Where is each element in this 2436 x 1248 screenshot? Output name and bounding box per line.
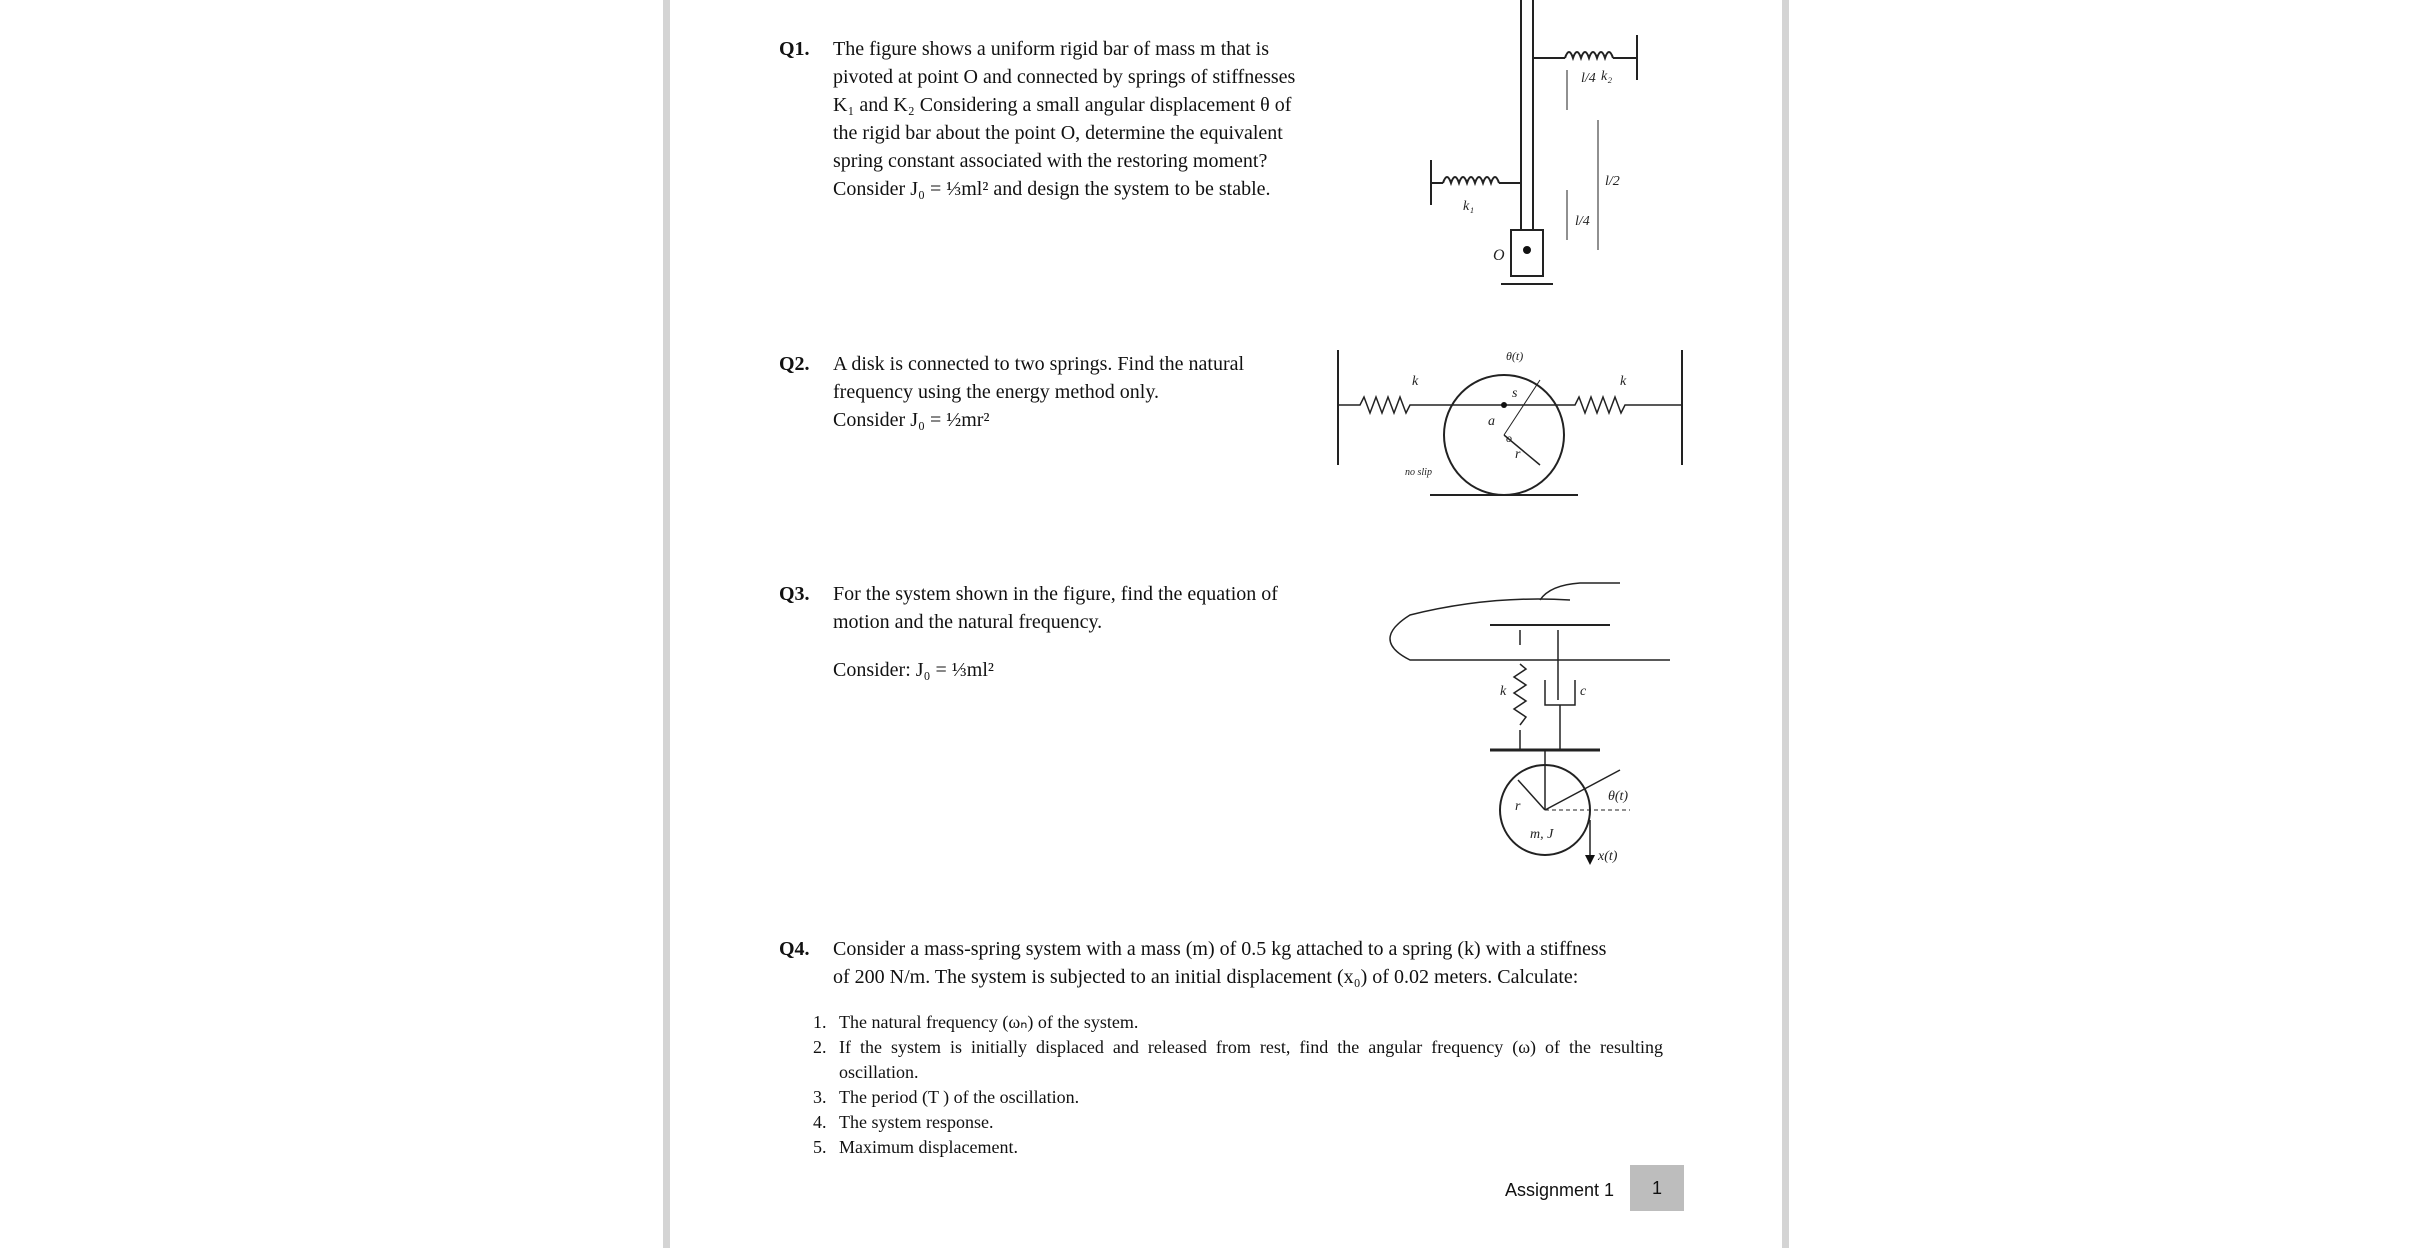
item-text: The natural frequency (ωₙ) of the system. [839, 1012, 1139, 1032]
text-line: K₁ and K₂ Considering a small angular displacement θ of [833, 94, 1292, 116]
text-line: A disk is connected to two springs. Find the natural [833, 353, 1245, 375]
question-number: Q3. [779, 583, 810, 605]
q3-figure [1370, 565, 1670, 885]
text-line: motion and the natural frequency. [833, 611, 1103, 633]
list-item [813, 1110, 1663, 1135]
text-line: Consider: J₀ = ⅓ml² [833, 659, 994, 681]
list-item [813, 1135, 1663, 1160]
item-number: 2. [813, 1037, 827, 1057]
document-page [663, 0, 1789, 1248]
text-line: spring constant associated with the restoring moment? [833, 150, 1268, 172]
list-item [813, 1085, 1663, 1110]
text-line: Consider a mass-spring system with a mass (m) of 0.5 kg attached to a spring (k) with a stiffness [833, 938, 1607, 960]
label-s: s [1512, 386, 1518, 401]
label-no-slip: no slip [1405, 467, 1432, 478]
label-r: r [1515, 799, 1521, 814]
question-number: Q4. [779, 938, 810, 960]
label-k: k [1500, 684, 1507, 699]
label-k-left: k [1412, 374, 1419, 389]
label-a: a [1488, 414, 1495, 429]
label-l4-top: l/4 [1581, 71, 1596, 86]
list-item [813, 1010, 1663, 1035]
item-number: 5. [813, 1137, 827, 1157]
item-number: 3. [813, 1087, 827, 1107]
question-text [833, 935, 1683, 991]
question-number: Q2. [779, 353, 810, 375]
item-text: Maximum displacement. [839, 1137, 1018, 1157]
text-line: of 200 N/m. The system is subjected to an initial displacement (x₀) of 0.02 meters. Calculate: [833, 966, 1579, 988]
footer-label: Assignment 1 [1505, 1180, 1615, 1200]
label-l4-bottom: l/4 [1575, 214, 1590, 229]
text-line: Consider J₀ = ½mr² [833, 409, 990, 431]
question-text [833, 350, 1313, 434]
label-theta: θ(t) [1506, 349, 1524, 363]
label-o: O [1493, 247, 1505, 264]
list-item [813, 1035, 1663, 1085]
page-number: 1 [1630, 1165, 1684, 1211]
question-text [833, 35, 1363, 203]
q1-figure [1415, 0, 1675, 300]
item-text: The period (T ) of the oscillation. [839, 1087, 1080, 1107]
label-k-right: k [1620, 374, 1627, 389]
text-line: Consider J₀ = ⅓ml² and design the system to be stable. [833, 178, 1271, 200]
text-line: The figure shows a uniform rigid bar of mass m that is [833, 38, 1270, 60]
question-number: Q1. [779, 38, 810, 60]
label-theta: θ(t) [1608, 789, 1629, 804]
label-k1: k₁ [1463, 199, 1475, 214]
text-line: frequency using the energy method only. [833, 381, 1160, 403]
label-c: c [1580, 684, 1587, 699]
label-mj: m, J [1530, 827, 1554, 842]
label-k2: k₂ [1601, 69, 1613, 84]
task-list [813, 1010, 1663, 1160]
item-text: If the system is initially displaced and released from rest, find the angular frequency (ω) of the resulting oscillation. [839, 1037, 1663, 1082]
label-r: r [1515, 447, 1521, 462]
label-x: x(t) [1598, 849, 1618, 864]
q2-figure [1330, 340, 1690, 520]
text-line: For the system shown in the figure, find the equation of [833, 583, 1278, 605]
text-line: pivoted at point O and connected by springs of stiffnesses [833, 66, 1296, 88]
question-text [833, 580, 1378, 684]
item-number: 1. [813, 1012, 827, 1032]
item-text: The system response. [839, 1112, 994, 1132]
text-line: the rigid bar about the point O, determine the equivalent [833, 122, 1283, 144]
label-l2: l/2 [1605, 174, 1620, 189]
label-o: o [1506, 431, 1512, 445]
item-number: 4. [813, 1112, 827, 1132]
